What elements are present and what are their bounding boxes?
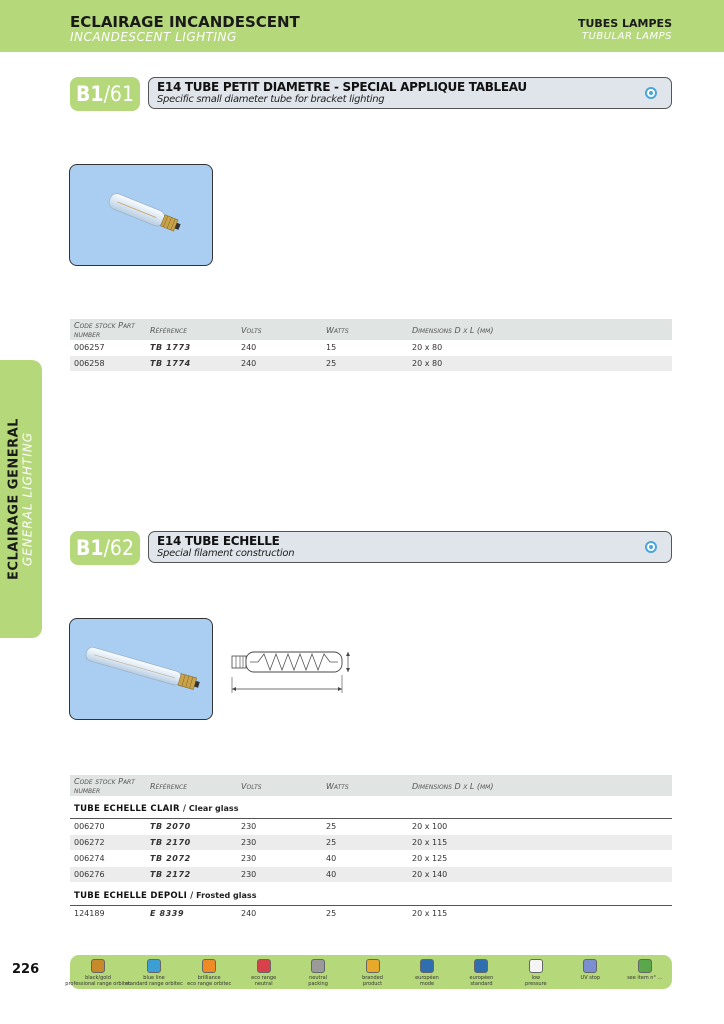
- product-subtitle: Special filament construction: [157, 548, 295, 559]
- legend-label-2: professional range orbitec: [65, 981, 131, 987]
- code-cell: 006276: [70, 867, 146, 883]
- side-tab-title: ECLAIRAGE GENERAL: [6, 418, 22, 580]
- code-cell: 124189: [70, 906, 146, 922]
- legend-label-2: mode: [419, 981, 435, 987]
- legend-label-2: packing: [308, 981, 328, 987]
- legend-item: [65, 959, 131, 987]
- side-tab: [0, 360, 42, 638]
- header-left: [70, 14, 300, 44]
- watts-cell: 25: [322, 835, 408, 851]
- legend-item: [509, 959, 563, 987]
- reference-cell: E 8339: [146, 906, 237, 922]
- eco-range-icon: [257, 959, 271, 973]
- group-name-en: Frosted glass: [196, 891, 257, 900]
- group-row: [70, 796, 672, 819]
- dimensions-cell: 20 x 115: [408, 835, 672, 851]
- legend-label: branded: [362, 975, 383, 981]
- legend-label: see item n° ...: [627, 975, 663, 981]
- product-title: E14 TUBE PETIT DIAMETRE - SPECIAL APPLIQUE TABLEAU: [157, 80, 527, 94]
- volts-cell: 230: [237, 835, 322, 851]
- legend-label-2: eco range orbitec: [187, 981, 232, 987]
- europeen-icon: [420, 959, 434, 973]
- legend-label: neutral: [309, 975, 328, 981]
- uv-stop-icon: [583, 959, 597, 973]
- volts-cell: 230: [237, 851, 322, 867]
- tube-lamp-small-icon: [70, 165, 213, 266]
- code-cell: 006270: [70, 819, 146, 835]
- brilliance-icon: [202, 959, 216, 973]
- volts-cell: 230: [237, 867, 322, 883]
- col-reference: Référence: [146, 319, 237, 340]
- group-name: TUBE ECHELLE DEPOLI: [74, 891, 188, 901]
- legend-label-2: standard: [470, 981, 493, 987]
- volts-cell: 240: [237, 906, 322, 922]
- table-row: [70, 906, 672, 922]
- group-name-en: Clear glass: [188, 804, 239, 813]
- table-row: [70, 835, 672, 851]
- group-heading: TUBE ECHELLE CLAIR / Clear glass: [70, 796, 672, 819]
- col-code: Code stock Part number: [70, 775, 146, 796]
- table-header-row: [70, 775, 672, 796]
- dimensions-cell: 20 x 100: [408, 819, 672, 835]
- table-row: [70, 851, 672, 867]
- product-photo: [69, 618, 213, 720]
- legend-item: [400, 959, 454, 987]
- watts-cell: 25: [322, 906, 408, 922]
- spec-table-1: [70, 319, 672, 372]
- watts-cell: 25: [322, 819, 408, 835]
- product-code-badge: [70, 77, 140, 111]
- legend-item: [182, 959, 236, 987]
- legend-label: eco range: [251, 975, 277, 981]
- tube-diagram: [228, 645, 358, 695]
- legend-label: UV stop: [580, 975, 601, 981]
- col-watts: Watts: [322, 319, 408, 340]
- watts-cell: 25: [322, 356, 408, 372]
- legend-label: low: [531, 975, 541, 981]
- reference-cell: TB 2172: [146, 867, 237, 883]
- reference-cell: TB 1773: [146, 340, 237, 356]
- col-volts: Volts: [237, 775, 322, 796]
- dimensions-cell: 20 x 80: [408, 340, 672, 356]
- legend-label: black/gold: [85, 975, 111, 981]
- product-subtitle: Specific small diameter tube for bracket lighting: [157, 94, 385, 105]
- legend-item: [126, 959, 182, 987]
- legend-label-2: pressure: [525, 981, 547, 987]
- header-bar: [0, 0, 724, 52]
- watts-cell: 15: [322, 340, 408, 356]
- group-row: [70, 883, 672, 906]
- legend-label: européen: [415, 975, 439, 981]
- side-tab-subtitle: GENERAL LIGHTING: [20, 431, 35, 567]
- category-title: TUBES LAMPES: [577, 17, 672, 30]
- branded-product-icon: [366, 959, 380, 973]
- group-name: TUBE ECHELLE CLAIR: [74, 804, 180, 814]
- europeen-standard-icon: [474, 959, 488, 973]
- dimensions-cell: 20 x 80: [408, 356, 672, 372]
- product-code-badge: [70, 531, 140, 565]
- code-suffix: /61: [103, 82, 134, 106]
- col-code: Code stock Part number: [70, 319, 146, 340]
- col-volts: Volts: [237, 319, 322, 340]
- code-suffix: /62: [103, 536, 134, 560]
- reference-cell: TB 2170: [146, 835, 237, 851]
- symbol-icon: [645, 87, 657, 99]
- table-row: [70, 356, 672, 372]
- col-dimensions: Dimensions D x L (mm): [408, 775, 672, 796]
- header-subtitle: INCANDESCENT LIGHTING: [70, 30, 237, 44]
- legend-item: [345, 959, 399, 987]
- code-cell: 006258: [70, 356, 146, 372]
- legend-bar: [65, 955, 672, 989]
- table-row: [70, 819, 672, 835]
- code-cell: 006257: [70, 340, 146, 356]
- table-row: [70, 340, 672, 356]
- see-item-icon: [638, 959, 652, 973]
- code-cell: 006274: [70, 851, 146, 867]
- low-pressure-icon: [529, 959, 543, 973]
- reference-cell: TB 2072: [146, 851, 237, 867]
- code-prefix: B1: [76, 536, 104, 560]
- col-watts: Watts: [322, 775, 408, 796]
- legend-label-2: neutral: [254, 981, 273, 987]
- legend-item: [454, 959, 508, 987]
- code-prefix: B1: [76, 82, 104, 106]
- code-cell: 006272: [70, 835, 146, 851]
- legend-label: brilliance: [197, 975, 221, 981]
- table-header-row: [70, 319, 672, 340]
- header-title: ECLAIRAGE INCANDESCENT: [70, 13, 300, 31]
- spec-table-2: [70, 775, 672, 922]
- col-reference: Référence: [146, 775, 237, 796]
- product-title-box: [148, 531, 672, 563]
- product-title-box: [148, 77, 672, 109]
- dimensions-cell: 20 x 125: [408, 851, 672, 867]
- neutral-packing-icon: [311, 959, 325, 973]
- legend-label-2: product: [362, 981, 383, 987]
- legend-item: [563, 959, 617, 981]
- legend-label: européen: [469, 975, 494, 981]
- volts-cell: 230: [237, 819, 322, 835]
- legend-item: [236, 959, 290, 987]
- legend-label-2: standard range orbitec: [125, 981, 183, 987]
- symbol-icon: [645, 541, 657, 553]
- group-heading: TUBE ECHELLE DEPOLI / Frosted glass: [70, 883, 672, 906]
- reference-cell: TB 1774: [146, 356, 237, 372]
- black-gold-icon: [91, 959, 105, 973]
- product-photo: [69, 164, 213, 266]
- reference-cell: TB 2070: [146, 819, 237, 835]
- side-tab-text: [8, 418, 35, 580]
- watts-cell: 40: [322, 867, 408, 883]
- watts-cell: 40: [322, 851, 408, 867]
- category-subtitle: TUBULAR LAMPS: [581, 31, 672, 42]
- tube-lamp-long-icon: [70, 619, 213, 720]
- blue-line-icon: [147, 959, 161, 973]
- legend-item: [618, 959, 672, 981]
- legend-label: blue line: [143, 975, 165, 981]
- header-right: [578, 18, 672, 44]
- product-title: E14 TUBE ECHELLE: [157, 534, 280, 548]
- dimensions-cell: 20 x 140: [408, 867, 672, 883]
- legend-item: [291, 959, 345, 987]
- page-number: 226: [12, 962, 40, 977]
- dimensions-cell: 20 x 115: [408, 906, 672, 922]
- table-row: [70, 867, 672, 883]
- volts-cell: 240: [237, 340, 322, 356]
- col-dimensions: Dimensions D x L (mm): [408, 319, 672, 340]
- volts-cell: 240: [237, 356, 322, 372]
